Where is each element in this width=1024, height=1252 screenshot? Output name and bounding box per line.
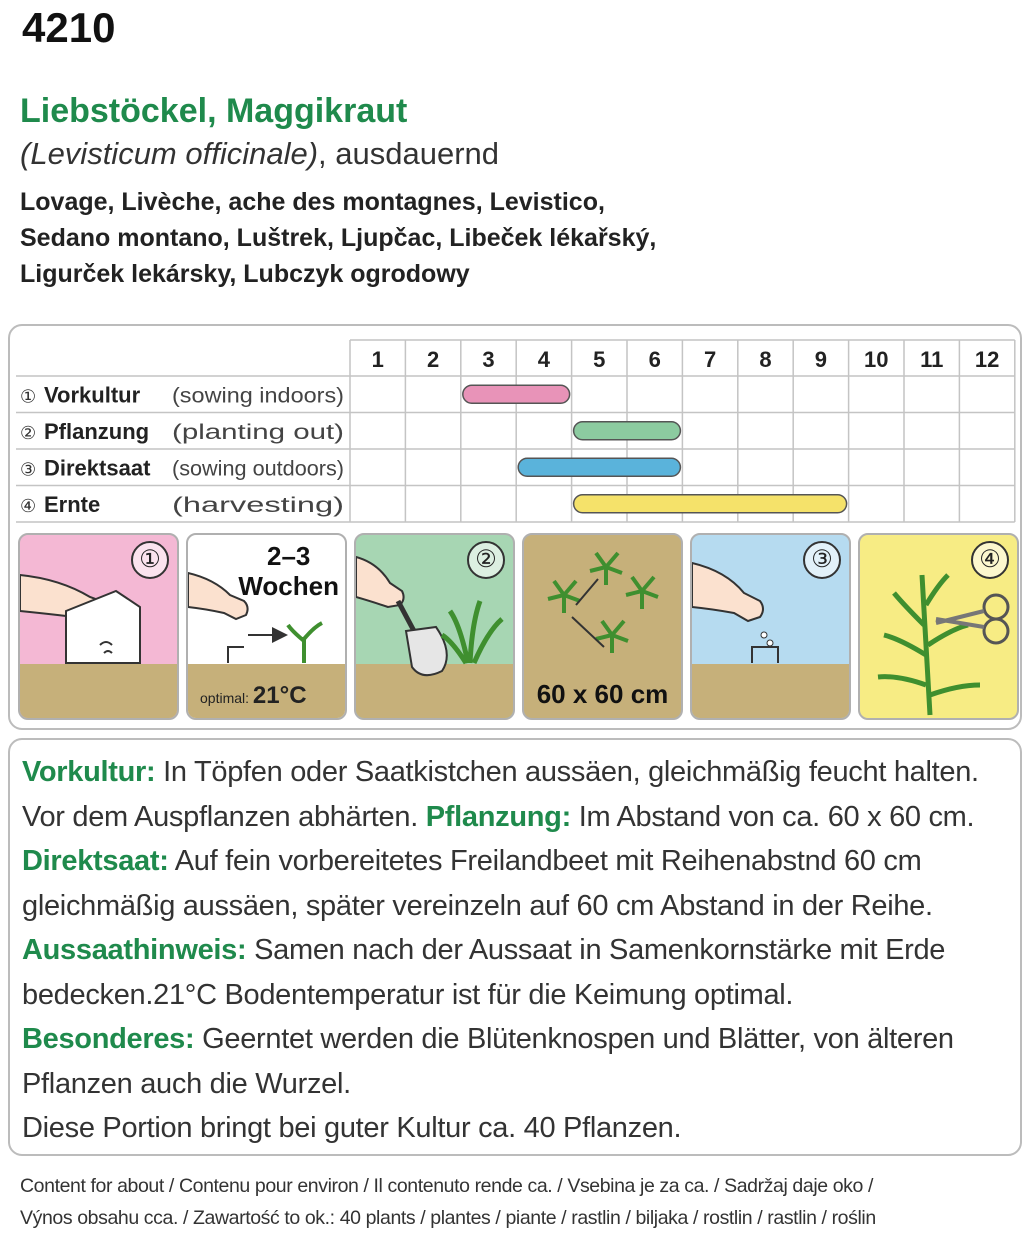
row-number: ①: [20, 386, 37, 408]
step-badge-2: ②: [467, 541, 505, 579]
text-besonderes: Geerntet werden die Blütenknospen und Blätter, von älteren Pflanzen auch die Wurzel.: [22, 1023, 954, 1100]
latin-name-line: [20, 136, 499, 172]
row-label: Pflanzung: [44, 418, 150, 444]
key-pflanzung: Pflanzung:: [425, 800, 571, 833]
instruction-pictograms: [18, 533, 1016, 718]
latin-suffix: , ausdauernd: [318, 136, 500, 171]
key-vorkultur: Vorkultur:: [22, 756, 156, 788]
names-line-3: Ligurček lekársky, Lubczyk ogrodowy: [20, 260, 470, 288]
row-description: (sowing outdoors): [172, 457, 344, 481]
optimal-temperature: [200, 682, 307, 710]
text-aussaathinweis: Samen nach der Aussaat in Samenkornstärke mit Erde bedecken.21°C Bodentemperatur ist für die Keimung optimal.: [22, 934, 946, 1011]
period-bar: [574, 422, 681, 440]
calendar-grid: [10, 326, 1020, 531]
month-label: 6: [648, 347, 661, 372]
para-aussaathinweis: [22, 928, 1016, 1017]
footer-line-2: Výnos obsahu cca. / Zawartość to ok.: 40 plants / plantes / piante / rastlin / biljaka / rostlin / rastlin / roślin: [20, 1207, 876, 1229]
para-direktsaat: [22, 839, 1016, 928]
text-direktsaat: Auf fein vorbereitetes Freilandbeet mit Reihenabstnd 60 cm gleichmäßig aussäen, später vereinzeln auf 60 cm Abstand in der Reihe.: [22, 845, 933, 922]
tile-sowing-indoors: [18, 533, 179, 720]
tile-sowing-outdoors: [690, 533, 851, 720]
footer-line-1: Content for about / Contenu pour environ / Il contenuto rende ca. / Vsebina je za ca. / Sadržaj daje oko /: [20, 1175, 873, 1197]
period-bar: [574, 495, 847, 513]
month-label: 9: [814, 347, 828, 372]
month-label: 3: [482, 347, 495, 372]
row-label: Vorkultur: [44, 382, 141, 408]
month-label: 5: [593, 347, 606, 372]
month-label: 2: [426, 347, 440, 372]
step-badge-1: ①: [131, 541, 169, 579]
row-number: ③: [20, 459, 37, 481]
tile-spacing: [522, 533, 683, 720]
month-label: 4: [537, 347, 551, 372]
period-bar: [518, 458, 680, 476]
month-label: 11: [920, 347, 944, 372]
key-aussaathinweis: Aussaathinweis:: [22, 934, 247, 966]
tile-harvesting: [858, 533, 1019, 720]
para-portion: Diese Portion bringt bei guter Kultur ca. 40 Pflanzen.: [22, 1112, 682, 1144]
key-besonderes: Besonderes:: [22, 1023, 195, 1055]
month-label: 8: [759, 347, 772, 372]
row-label: Ernte: [44, 491, 101, 517]
names-line-2: Sedano montano, Luštrek, Ljupčac, Libeček lékařský,: [20, 224, 657, 252]
step-badge-3: ③: [803, 541, 841, 579]
period-bar: [463, 385, 570, 403]
names-line-1: Lovage, Livèche, ache des montagnes, Levistico,: [20, 188, 605, 216]
key-direktsaat: Direktsaat:: [22, 845, 169, 877]
row-description: (sowing indoors): [172, 384, 344, 408]
month-label: 10: [864, 347, 889, 372]
plant-title: Liebstöckel, Maggikraut: [20, 92, 408, 130]
latin-name: (Levisticum officinale): [20, 136, 319, 171]
product-code: 4210: [22, 4, 116, 51]
tile-germination: [186, 533, 347, 720]
month-label: 7: [703, 347, 717, 372]
instructions-text: [22, 750, 1016, 1151]
text-vorkultur: In Töpfen oder Saatkistchen aussäen, gleichmäßig feucht halten. Vor dem Auspflanzen abhärten.: [22, 756, 979, 833]
para-besonderes: [22, 1017, 1016, 1106]
row-description: (harvesting): [172, 493, 344, 517]
row-description: (planting out): [172, 420, 344, 444]
text-pflanzung: Im Abstand von ca. 60 x 60 cm.: [570, 800, 975, 833]
row-label: Direktsaat: [44, 455, 151, 481]
instructions-box: [8, 738, 1022, 1156]
optimal-label: optimal:: [200, 690, 250, 706]
weeks-range: 2–3: [266, 541, 311, 571]
tile-planting-out: [354, 533, 515, 720]
content-footer: [20, 1170, 1010, 1234]
optimal-value: 21°C: [252, 682, 307, 709]
sowing-calendar: [8, 324, 1022, 730]
weeks-word: Wochen: [238, 571, 339, 601]
common-names: [20, 184, 1010, 292]
row-number: ④: [20, 495, 37, 517]
month-label: 12: [974, 347, 1000, 372]
row-number: ②: [20, 422, 37, 444]
spacing-label: 60 x 60 cm: [536, 679, 669, 709]
month-label: 1: [371, 347, 384, 372]
weeks-label: [238, 541, 339, 601]
para-vorkultur: [22, 750, 1016, 839]
step-badge-4: ④: [971, 541, 1009, 579]
